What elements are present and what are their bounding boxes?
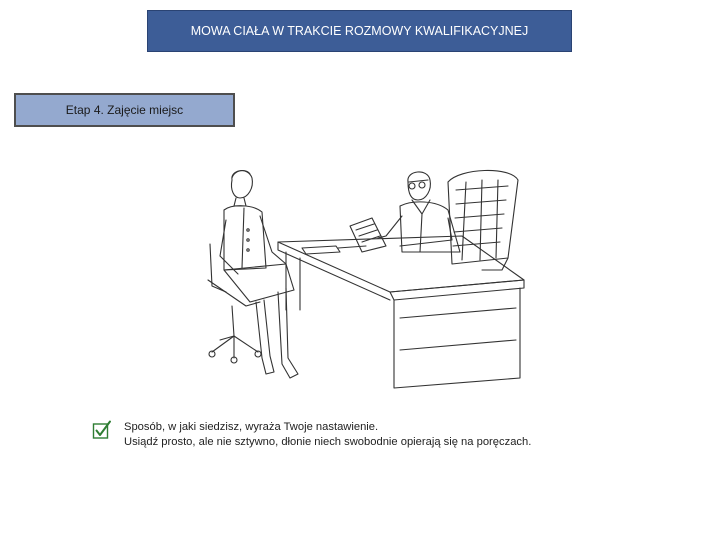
- page-title-banner: [147, 10, 572, 52]
- advice-line-2: Usiądź prosto, ale nie sztywno, dłonie niech swobodnie opierają się na poręczach.: [124, 436, 532, 448]
- stage-label: Etap 4. Zajęcie miejsc: [65, 103, 184, 117]
- desk-drawing: [278, 236, 524, 388]
- advice-line-1: Sposób, w jaki siedzisz, wyraża Twoje nastawienie.: [124, 421, 379, 433]
- checkbox-checked-icon: [92, 420, 112, 440]
- stage-label-box: [14, 93, 235, 127]
- armchair-drawing: [448, 170, 518, 270]
- office-chair-drawing: [208, 244, 261, 363]
- advice-text: [124, 420, 531, 450]
- page-title: MOWA CIAŁA W TRAKCIE ROZMOWY KWALIFIKACYJNEJ: [190, 24, 529, 38]
- interview-scene-illustration: [190, 160, 530, 390]
